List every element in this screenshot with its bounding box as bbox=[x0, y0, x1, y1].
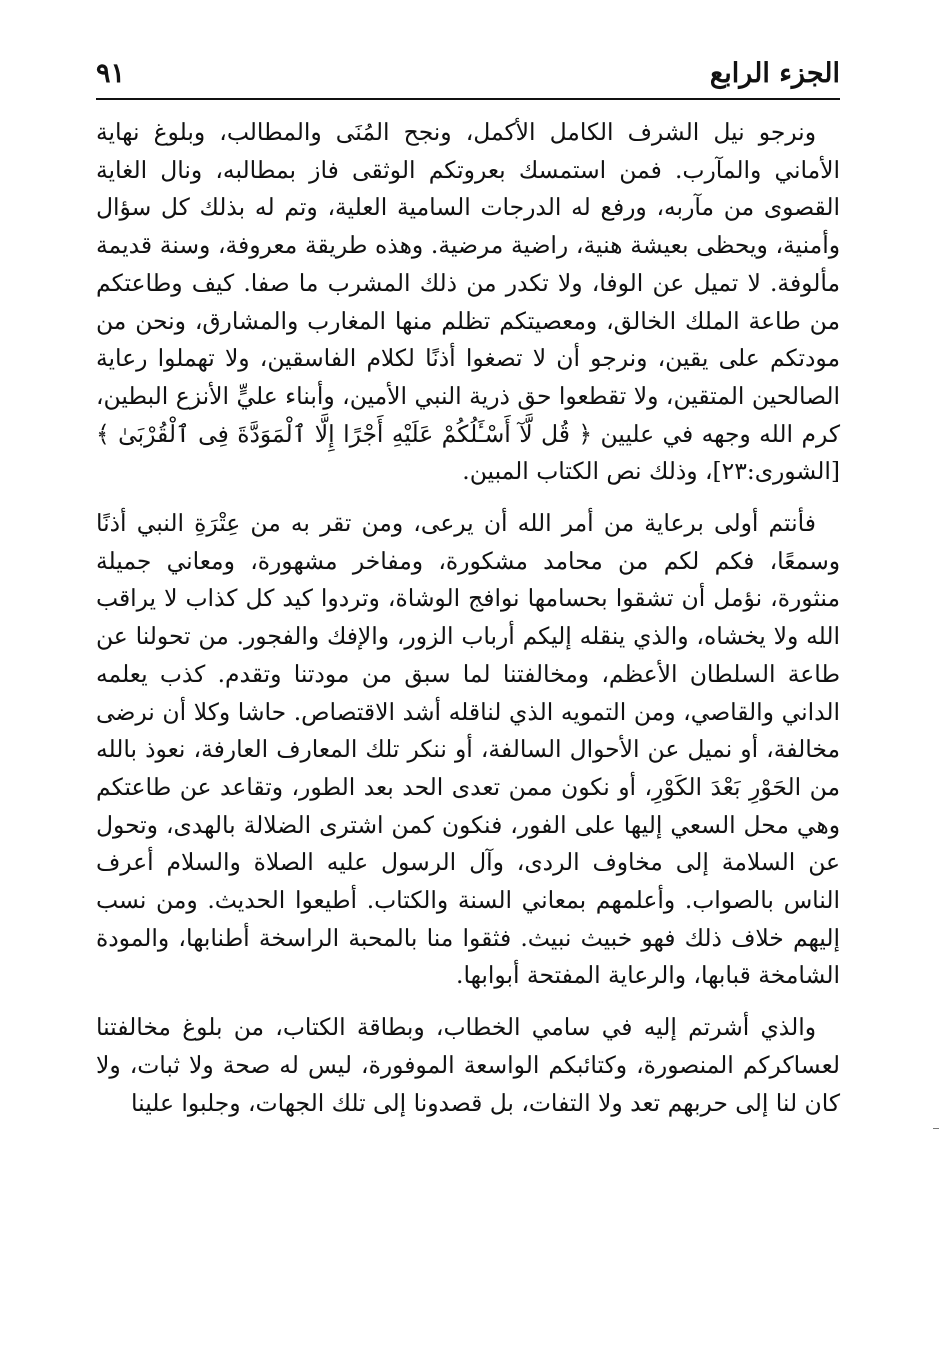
header-divider bbox=[96, 98, 840, 100]
paragraph-3-text: والذي أشرتم إليه في سامي الخطاب، وبطاقة الكتاب، من بلوغ مخالفتنا لعساكركم المنصورة، وكتائبكم الواسعة الموفورة، ليس له صحة ولا ثبات، ولا كان لنا إلى حربهم تعد ولا التفات، بل قصدونا إلى تلك الجهات، وجلبوا علينا bbox=[96, 1013, 840, 1117]
running-header bbox=[96, 52, 840, 96]
paragraph-2-text: فأنتم أولى برعاية من أمر الله أن يرعى، ومن تقر به من عِتْرَةِ النبي أذنًا وسمعًا، فكم لكم من محامد مشكورة، ومفاخر مشهورة، ومعاني جميلة منثورة، نؤمل أن تشقوا بحسامها نوافج الوشاة، وتردوا كيد كل كذاب لا يراقب الله ولا يخشاه، والذي ينقله إليكم أرباب الزور، والإفك والفجور. من تحولنا عن طاعة السلطان الأعظم، ومخالفتنا لما سبق من مودتنا وتقدم. كذب يعلمه الداني والقاصي، ومن التمويه الذي لناقله أشد الاقتصاص. حاشا وكلا أن نرضى مخالفة، أو نميل عن الأحوال السالفة، أو ننكر تلك المعارف العارفة، نعوذ بالله من الحَوْرِ بَعْدَ الكَوْرِ، أو نكون ممن تعدى الحد بعد الطور، وتقاعد عن طاعتكم وهي محل السعي إليها على الفور، فنكون كمن اشترى الضلالة بالهدى، وتحول عن السلامة إلى مخاوف الردى، وآل الرسول عليه الصلاة والسلام أعرف الناس بالصواب. وأعلمهم بمعاني السنة والكتاب. أطيعوا الحديث. ومن نسب إليهم خلاف ذلك فهو خبيث نبيث. فثقوا منا بالمحبة الراسخة أطنابها، والمودة الشامخة قبابها، والرعاية المفتحة أبوابها. bbox=[96, 509, 840, 990]
main-text bbox=[96, 114, 840, 1122]
paragraph-1-text: ونرجو نيل الشرف الكامل الأكمل، ونجح المُنَى والمطالب، وبلوغ نهاية الأماني والمآرب. فمن استمسك بعروتكم الوثقى فاز بمطالبه، ونال الغاية القصوى من مآربه، ورفع له الدرجات السامية العلية، وتم له بذلك كل سؤال وأمنية، ويحظى بعيشة هنية، راضية مرضية. وهذه طريقة معروفة، وسنة قديمة مألوفة. لا تميل عن الوفا، ولا تكدر من ذلك المشرب ما صفا. كيف وطاعتكم من طاعة الملك الخالق، ومعصيتكم تظلم منها المغارب والمشارق، ونحن من مودتكم على يقين، ونرجو أن لا تصغوا أذنًا لكلام الفاسقين، ولا تهملوا رعاية الصالحين المتقين، ولا تقطعوا حق ذرية النبي الأمين، وأبناء عليٍّ الأنزع البطين، كرم الله وجهه في عليين ﴿ قُل لَّآ أَسْـَٔلُكُمْ عَلَيْهِ أَجْرًا إِلَّا ٱلْمَوَدَّةَ فِى ٱلْقُرْبَىٰ ﴾ [الشورى:٢٣]، وذلك نص الكتاب المبين. bbox=[96, 118, 840, 486]
paragraph-1 bbox=[96, 114, 840, 491]
page-number: ٩١ bbox=[96, 58, 126, 89]
scan-mark bbox=[933, 1128, 939, 1129]
paragraph-2 bbox=[96, 505, 840, 995]
volume-title: الجزء الرابع bbox=[709, 58, 840, 89]
paragraph-3 bbox=[96, 1009, 840, 1122]
